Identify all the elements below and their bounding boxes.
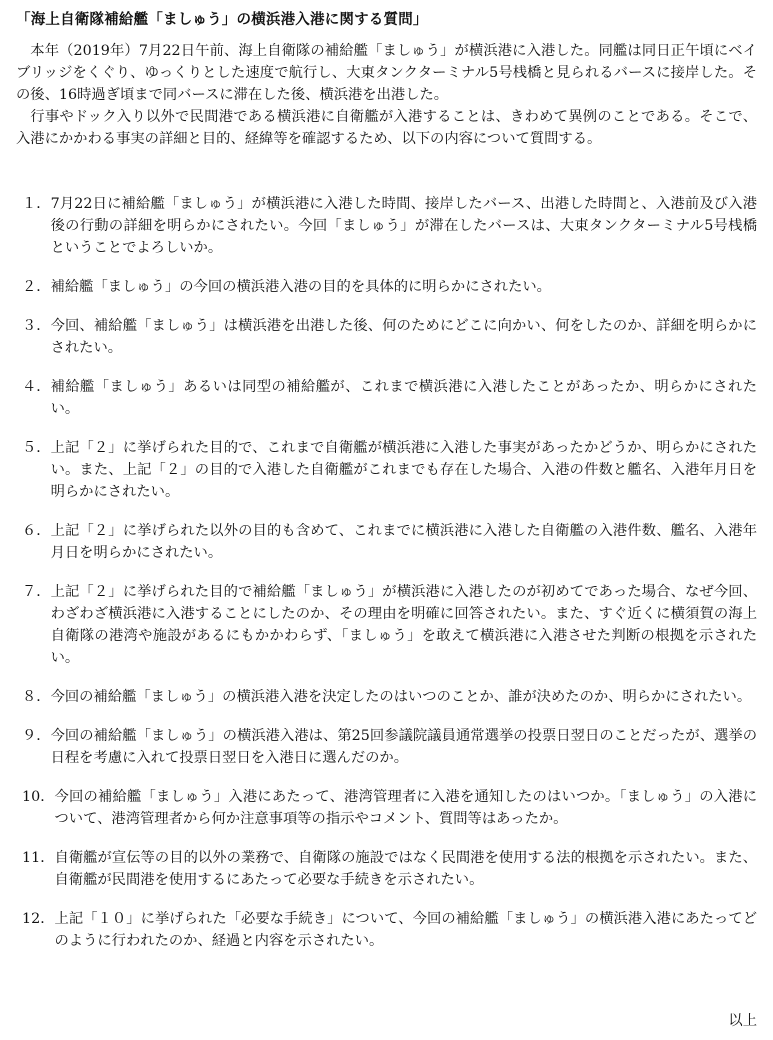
question-text: 上記「１０」に挙げられた「必要な手続き」について、今回の補給艦「ましゅう」の横浜港入港にあたってどのように行われたのか、経過と内容を示されたい。: [54, 911, 757, 949]
question-item: [16, 520, 757, 564]
question-text: 今回の補給艦「ましゅう」の横浜港入港を決定したのはいつのことか、誰が決めたのか、明らかにされたい。: [50, 689, 752, 705]
question-item: [16, 193, 757, 259]
question-item: [16, 786, 757, 830]
intro-paragraph-1: 本年（2019年）7月22日午前、海上自衛隊の補給艦「ましゅう」が横浜港に入港した。同艦は同日正午頃にベイブリッジをくぐり、ゆっくりとした速度で航行し、大東タンクターミナル5号桟橋と見られるバースに接岸した。その後、16時過ぎ頃まで同バースに滞在した後、横浜港を出港した。: [16, 43, 757, 103]
question-number: ６．: [22, 523, 51, 539]
question-number: ７．: [22, 584, 51, 600]
question-text: 今回、補給艦「ましゅう」は横浜港を出港した後、何のためにどこに向かい、何をしたのか、詳細を明らかにされたい。: [50, 318, 757, 356]
question-text: 7月22日に補給艦「ましゅう」が横浜港に入港した時間、接岸したバース、出港した時間と、入港前及び入港後の行動の詳細を明らかにされたい。今回「ましゅう」が滞在したバースは、大東タンクターミナル5号桟橋ということでよろしいか。: [50, 196, 757, 256]
question-text: 今回の補給艦「ましゅう」入港にあたって、港湾管理者に入港を通知したのはいつか。「ましゅう」の入港について、港湾管理者から何か注意事項等の指示やコメント、質問等はあったか。: [54, 789, 757, 827]
question-number: １．: [22, 196, 51, 212]
document-title: 「海上自衛隊補給艦「ましゅう」の横浜港入港に関する質問」: [16, 11, 428, 28]
question-number: 12．: [22, 911, 55, 927]
question-item: [16, 908, 757, 952]
question-number: ４．: [22, 379, 51, 395]
question-number: ９．: [22, 728, 51, 744]
intro-section: [16, 40, 757, 150]
question-number: ８．: [22, 689, 51, 705]
question-item: [16, 725, 757, 769]
question-number: 11．: [22, 850, 55, 866]
question-text: 上記「２」に挙げられた以外の目的も含めて、これまでに横浜港に入港した自衛艦の入港件数、艦名、入港年月日を明らかにされたい。: [50, 523, 757, 561]
question-item: [16, 437, 757, 503]
closing-text: 以上: [728, 1013, 757, 1029]
question-text: 補給艦「ましゅう」あるいは同型の補給艦が、これまで横浜港に入港したことがあったか、明らかにされたい。: [50, 379, 757, 417]
question-item: [16, 315, 757, 359]
question-item: [16, 686, 757, 708]
question-text: 上記「２」に挙げられた目的で補給艦「ましゅう」が横浜港に入港したのが初めてであった場合、なぜ今回、わざわざ横浜港に入港することにしたのか、その理由を明確に回答されたい。また、すぐ近くに横須賀の海上自衛隊の港湾や施設があるにもかかわらず、「ましゅう」を敢えて横浜港に入港させた判断の根拠を示されたい。: [50, 584, 757, 666]
question-item: [16, 276, 757, 298]
question-list: [16, 193, 757, 952]
question-number: 10．: [22, 789, 55, 805]
question-text: 自衛艦が宣伝等の目的以外の業務で、自衛隊の施設ではなく民間港を使用する法的根拠を示されたい。また、自衛艦が民間港を使用するにあたって必要な手続きを示されたい。: [54, 850, 757, 888]
question-item: [16, 376, 757, 420]
question-text: 補給艦「ましゅう」の今回の横浜港入港の目的を具体的に明らかにされたい。: [50, 279, 551, 295]
question-number: ３．: [22, 318, 51, 334]
question-number: ２．: [22, 279, 51, 295]
question-number: ５．: [22, 440, 51, 456]
question-text: 今回の補給艦「ましゅう」の横浜港入港は、第25回参議院議員通常選挙の投票日翌日のことだったが、選挙の日程を考慮に入れて投票日翌日を入港日に選んだのか。: [50, 728, 757, 766]
question-item: [16, 581, 757, 669]
intro-paragraph-2: 行事やドック入り以外で民間港である横浜港に自衛艦が入港することは、きわめて異例のことである。そこで、入港にかかわる事実の詳細と目的、経緯等を確認するため、以下の内容について質問する。: [16, 109, 757, 147]
question-item: [16, 847, 757, 891]
question-text: 上記「２」に挙げられた目的で、これまで自衛艦が横浜港に入港した事実があったかどうか、明らかにされたい。また、上記「２」の目的で入港した自衛艦がこれまでも存在した場合、入港の件数と艦名、入港年月日を明らかにされたい。: [50, 440, 757, 500]
